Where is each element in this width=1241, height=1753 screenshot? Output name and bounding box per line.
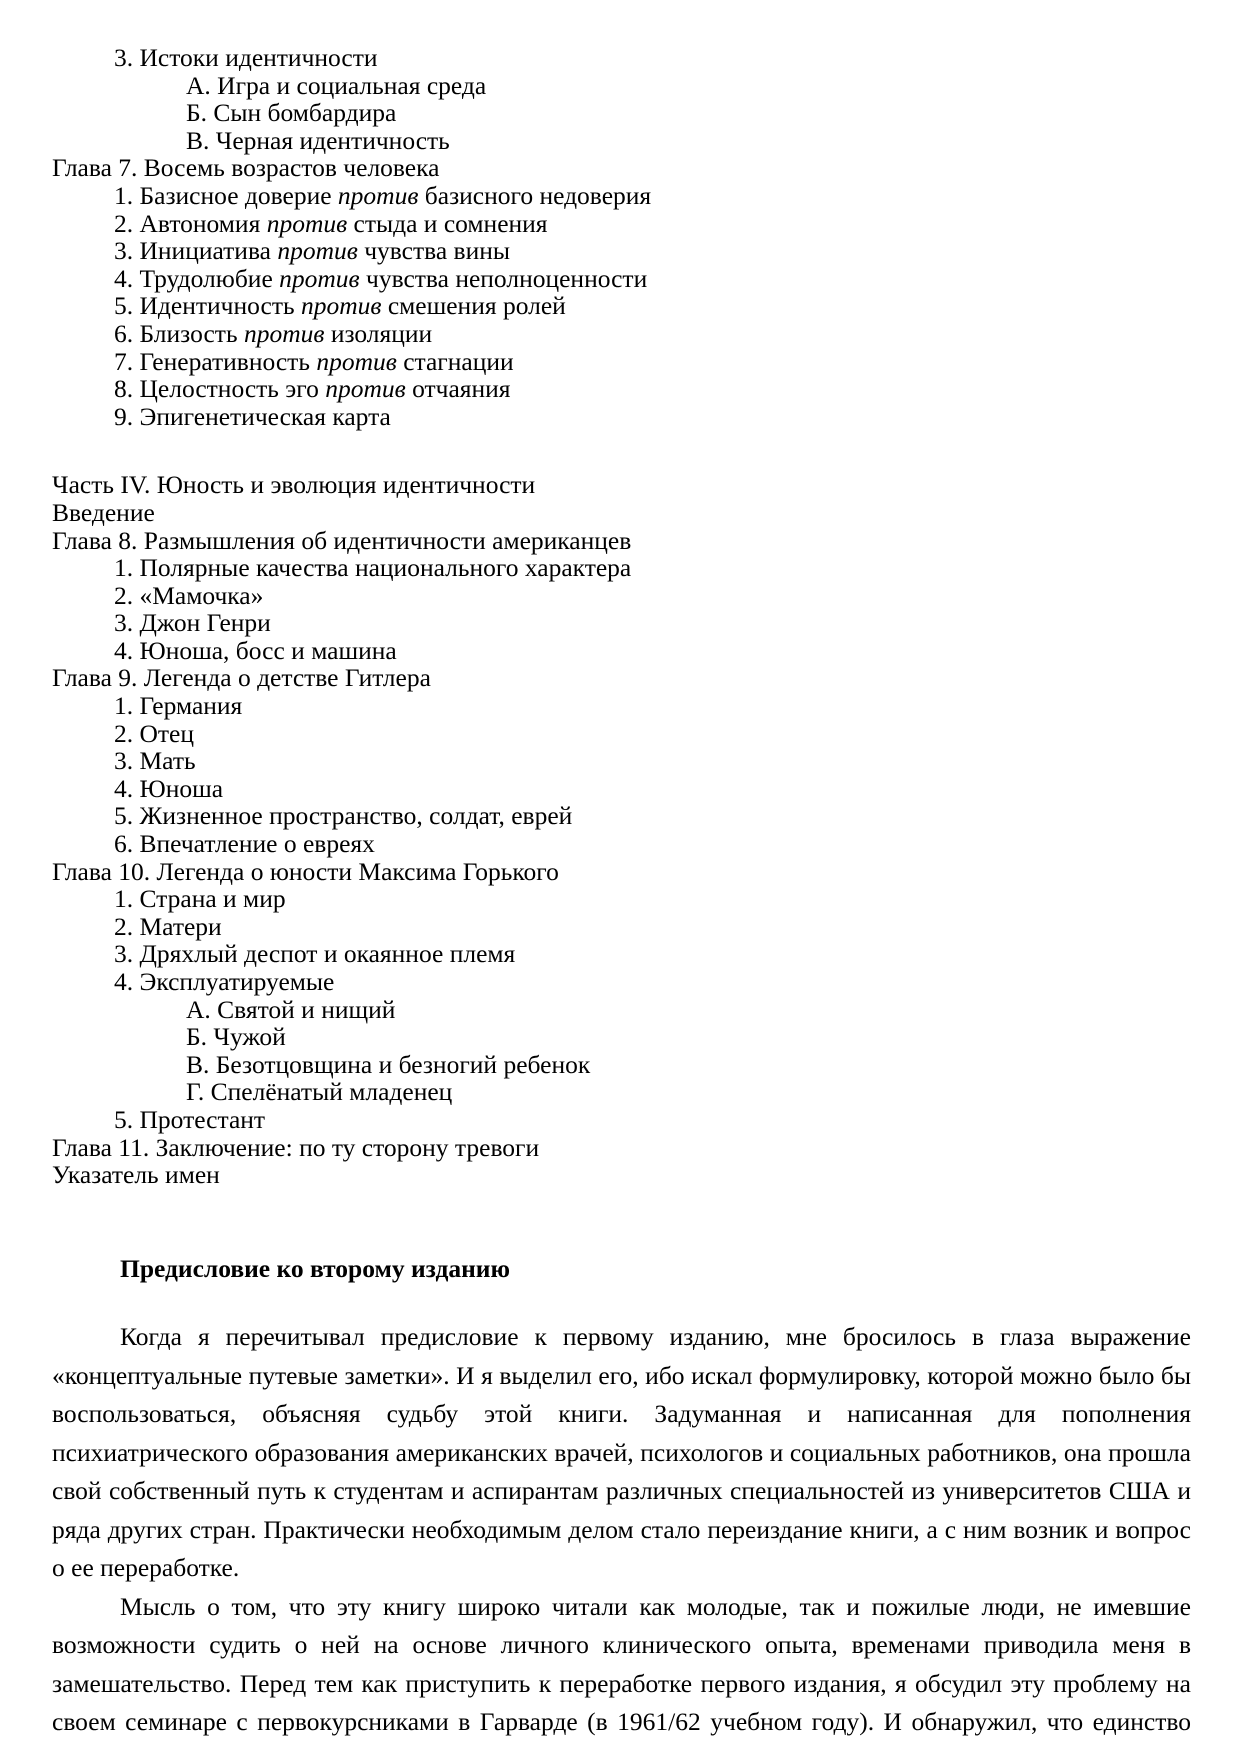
toc-entry[interactable]: 6. Впечатление о евреях bbox=[114, 829, 375, 859]
toc-entry-text: 7. Генеративность bbox=[114, 346, 317, 376]
toc-entry-text-tail: смешения ролей bbox=[381, 291, 566, 321]
toc-entry[interactable]: 1. Полярные качества национального характера bbox=[114, 553, 632, 583]
toc-entry[interactable] bbox=[52, 320, 1191, 348]
table-of-contents bbox=[52, 44, 1191, 1189]
toc-entry-text: 1. Базисное доверие bbox=[114, 180, 338, 210]
toc-entry-text-tail: базисного недоверия bbox=[418, 180, 652, 210]
toc-entry[interactable] bbox=[52, 265, 1191, 293]
toc-entry[interactable]: 2. Матери bbox=[114, 911, 222, 941]
toc-entry[interactable]: Глава 10. Легенда о юности Максима Горького bbox=[52, 856, 559, 886]
toc-entry[interactable]: Глава 7. Восемь возрастов человека bbox=[52, 153, 440, 183]
toc-entry[interactable] bbox=[52, 292, 1191, 320]
toc-entry-text: 3. Инициатива bbox=[114, 236, 278, 266]
preface-heading: Предисловие ко второму изданию bbox=[120, 1253, 510, 1283]
toc-entry[interactable]: 3. Истоки идентичности bbox=[114, 43, 378, 72]
toc-entry[interactable]: Глава 8. Размышления об идентичности американцев bbox=[52, 525, 632, 555]
toc-entry[interactable]: Указатель имен bbox=[52, 1160, 220, 1190]
toc-entry[interactable]: 3. Дряхлый деспот и окаянное племя bbox=[114, 939, 516, 969]
toc-entry[interactable] bbox=[52, 375, 1191, 403]
heading-spacer bbox=[52, 1282, 1191, 1318]
toc-entry-emphasis: против bbox=[316, 346, 397, 376]
toc-entry[interactable] bbox=[52, 182, 1191, 210]
toc-entry[interactable]: 3. Джон Генри bbox=[114, 608, 271, 638]
toc-entry-text-tail: чувства вины bbox=[357, 236, 511, 266]
toc-entry-text: 4. Трудолюбие bbox=[114, 263, 280, 293]
toc-entry[interactable]: А. Игра и социальная среда bbox=[186, 70, 487, 100]
toc-entry[interactable]: Глава 9. Легенда о детстве Гитлера bbox=[52, 663, 431, 693]
toc-entry[interactable]: 4. Эксплуатируемые bbox=[114, 967, 335, 996]
toc-entry[interactable]: Г. Спелёнатый младенец bbox=[186, 1077, 453, 1107]
toc-entry-text-tail: стагнации bbox=[396, 346, 514, 376]
toc-entry[interactable]: 1. Германия bbox=[114, 691, 243, 721]
preface-paragraph: Мысль о том, что эту книгу широко читали как молодые, так и пожилые люди, не имевшие возможности судить о ней на основе личного клинического опыта, временами приводила меня в замешательство. Перед тем как приступить к переработке первого издания, я обсудил эту проблему на своем семинаре с первокурсниками в Гарварде (в 1961/62 учебном году). И обнаружил, что единство bbox=[52, 1591, 1191, 1737]
toc-entry-emphasis: против bbox=[337, 180, 419, 210]
toc-entry[interactable]: Глава 11. Заключение: по ту сторону тревоги bbox=[52, 1132, 540, 1162]
toc-entry-text: 5. Идентичность bbox=[114, 291, 301, 321]
toc-entry-text-tail: стыда и сомнения bbox=[347, 208, 548, 238]
toc-entry[interactable] bbox=[52, 237, 1191, 265]
toc-entry[interactable]: 4. Юноша, босс и машина bbox=[114, 635, 397, 665]
preface-body bbox=[52, 1318, 1191, 1742]
toc-entry[interactable]: Б. Чужой bbox=[186, 1022, 286, 1052]
toc-entry[interactable]: Часть IV. Юность и эволюция идентичности bbox=[52, 470, 536, 500]
toc-entry[interactable]: 4. Юноша bbox=[114, 773, 224, 803]
toc-entry[interactable]: 1. Страна и мир bbox=[114, 884, 286, 914]
toc-entry[interactable]: А. Святой и нищий bbox=[186, 994, 396, 1024]
toc-entry-emphasis: против bbox=[266, 208, 348, 238]
toc-entry[interactable]: 3. Мать bbox=[114, 746, 196, 776]
toc-entry-text-tail: изоляции bbox=[324, 318, 433, 348]
toc-entry[interactable] bbox=[52, 348, 1191, 376]
toc-entry-emphasis: против bbox=[277, 236, 358, 266]
toc-entry[interactable]: 2. «Мамочка» bbox=[114, 580, 264, 610]
toc-entry[interactable]: 9. Эпигенетическая карта bbox=[114, 401, 391, 431]
toc-entry[interactable]: В. Безотцовщина и безногий ребенок bbox=[186, 1049, 591, 1079]
toc-entry-emphasis: против bbox=[279, 263, 360, 293]
preface-paragraph: Когда я перечитывал предисловие к первому изданию, мне бросилось в глаза выражение «концептуальные путевые заметки». И я выделил его, ибо искал формулировку, которой можно было бы воспользоваться, объясняя судьбу этой книги. Задуманная и написанная для пополнения психиатрического образования американских врачей, психологов и социальных работников, она прошла свой собственный путь к студентам и аспирантам различных специальностей из университетов США и ряда других стран. Практически необходимым делом стало переиздание книги, а с ним возник и вопрос о ее переработке. bbox=[52, 1322, 1191, 1583]
toc-entry[interactable]: 5. Жизненное пространство, солдат, еврей bbox=[114, 801, 573, 831]
toc-entry[interactable]: В. Черная идентичность bbox=[186, 125, 450, 155]
toc-entry-emphasis: против bbox=[300, 291, 382, 321]
toc-entry-text: 6. Близость bbox=[114, 318, 244, 348]
toc-entry[interactable]: Введение bbox=[52, 497, 155, 527]
toc-entry-text-tail: чувства неполноценности bbox=[359, 263, 648, 293]
toc-entry[interactable] bbox=[52, 210, 1191, 238]
toc-entry-text: 2. Автономия bbox=[114, 208, 267, 238]
toc-entry-emphasis: против bbox=[243, 318, 325, 348]
toc-entry-text: 8. Целостность эго bbox=[114, 374, 326, 404]
toc-entry[interactable]: 2. Отец bbox=[114, 718, 195, 748]
toc-entry[interactable]: Б. Сын бомбардира bbox=[186, 98, 397, 128]
toc-blank-line bbox=[52, 430, 1191, 471]
preface-spacer bbox=[52, 1189, 1191, 1255]
toc-entry[interactable]: 5. Протестант bbox=[114, 1104, 266, 1134]
toc-entry-text-tail: отчаяния bbox=[405, 374, 511, 404]
toc-entry-emphasis: против bbox=[325, 374, 406, 404]
